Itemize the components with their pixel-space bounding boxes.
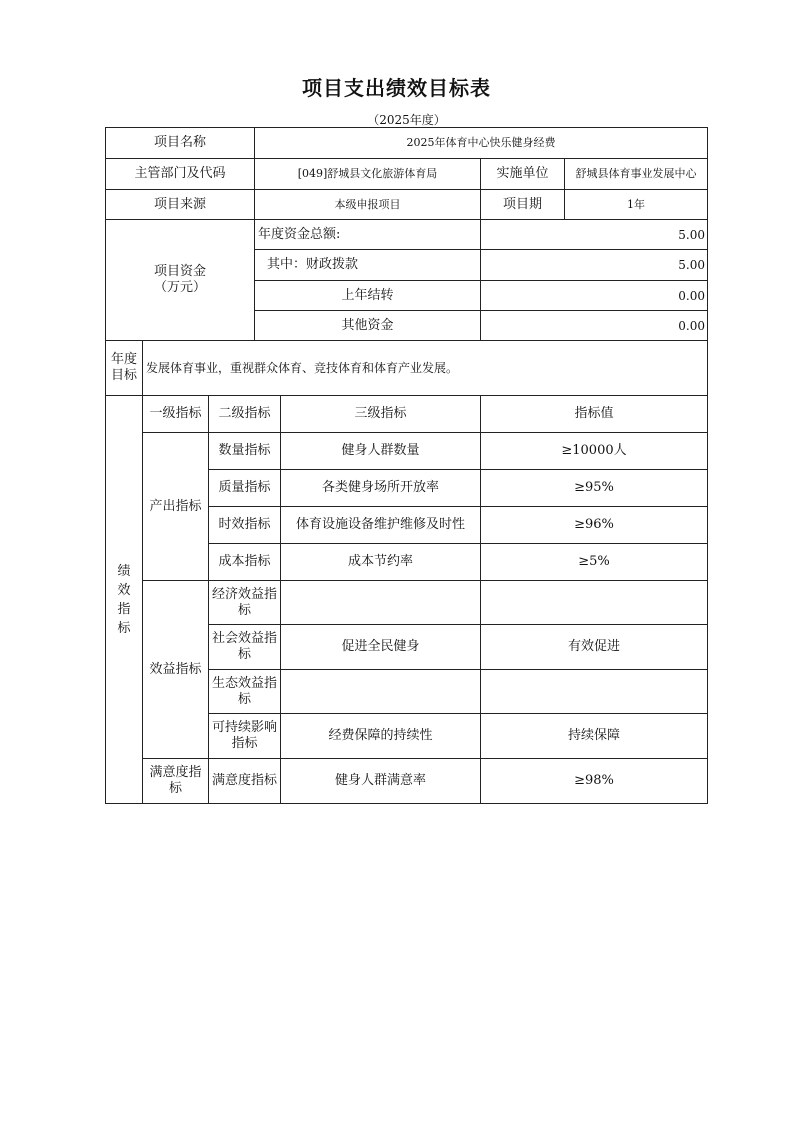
indicator-level2: 满意度指标	[209, 759, 281, 804]
funds-label-line1: 项目资金	[153, 264, 206, 279]
indicator-level2: 时效指标	[209, 507, 281, 544]
performance-label	[106, 396, 143, 804]
indicator-level2: 生态效益指标	[209, 670, 281, 714]
header-level1: 一级指标	[143, 396, 209, 433]
indicator-level3: 健身人群数量	[281, 433, 481, 470]
funds-carryover-value: 0.00	[481, 281, 708, 311]
indicator-level2: 质量指标	[209, 470, 281, 507]
funds-other-value: 0.00	[481, 311, 708, 341]
indicator-row	[106, 433, 708, 470]
page-title: 项目支出绩效目标表	[302, 76, 491, 100]
funds-fiscal-value: 5.00	[481, 250, 708, 281]
department-value: [049]舒城县文化旅游体育局	[255, 159, 481, 190]
annual-goal-label-line2: 目标	[110, 368, 137, 383]
funds-other-label: 其他资金	[255, 311, 481, 341]
indicator-value: 有效促进	[481, 625, 708, 670]
indicator-level2: 数量指标	[209, 433, 281, 470]
funds-total-label: 年度资金总额:	[255, 220, 481, 250]
project-source-value: 本级申报项目	[255, 190, 481, 220]
page-subtitle: （2025年度）	[367, 113, 446, 127]
row-project-name	[106, 128, 708, 159]
output-indicator-label: 产出指标	[143, 433, 209, 581]
header-level3: 三级指标	[281, 396, 481, 433]
row-funds-total	[106, 220, 708, 250]
row-annual-goal	[106, 341, 708, 396]
indicator-value: ≥5%	[481, 544, 708, 581]
performance-label-char: 指	[117, 601, 131, 617]
row-source	[106, 190, 708, 220]
indicator-level3: 健身人群满意率	[281, 759, 481, 804]
project-name-value: 2025年体育中心快乐健身经费	[255, 128, 708, 159]
indicator-level3: 体育设施设备维护维修及时性	[281, 507, 481, 544]
funds-label	[106, 220, 255, 341]
indicator-value: 持续保障	[481, 714, 708, 759]
header-value: 指标值	[481, 396, 708, 433]
funds-carryover-label: 上年结转	[255, 281, 481, 311]
indicator-value	[481, 581, 708, 625]
project-name-label: 项目名称	[106, 128, 255, 159]
indicator-value: ≥96%	[481, 507, 708, 544]
performance-table	[105, 127, 708, 804]
indicator-level2: 可持续影响指标	[209, 714, 281, 759]
indicator-level3: 成本节约率	[281, 544, 481, 581]
indicator-level2: 经济效益指标	[209, 581, 281, 625]
implementing-unit-value: 舒城县体育事业发展中心	[565, 159, 708, 190]
implementing-unit-label: 实施单位	[481, 159, 565, 190]
indicator-level3: 促进全民健身	[281, 625, 481, 670]
indicator-level3: 经费保障的持续性	[281, 714, 481, 759]
benefit-indicator-label: 效益指标	[143, 581, 209, 759]
funds-total-value: 5.00	[481, 220, 708, 250]
performance-label-char: 标	[117, 620, 131, 636]
annual-goal-label	[106, 341, 143, 396]
indicator-level2: 成本指标	[209, 544, 281, 581]
annual-goal-label-line1: 年度	[110, 352, 137, 367]
row-indicator-header	[106, 396, 708, 433]
indicator-level3	[281, 670, 481, 714]
indicator-level3	[281, 581, 481, 625]
funds-fiscal-label: 其中：财政拨款	[255, 250, 481, 281]
performance-label-char: 效	[117, 582, 131, 598]
project-period-value: 1年	[565, 190, 708, 220]
performance-label-char: 绩	[117, 563, 131, 579]
header-level2: 二级指标	[209, 396, 281, 433]
row-department	[106, 159, 708, 190]
funds-label-line2: （万元）	[153, 280, 206, 295]
project-period-label: 项目期	[481, 190, 565, 220]
indicator-row	[106, 581, 708, 625]
indicator-row	[106, 759, 708, 804]
indicator-value: ≥10000人	[481, 433, 708, 470]
department-label: 主管部门及代码	[106, 159, 255, 190]
indicator-value: ≥95%	[481, 470, 708, 507]
indicator-level2: 社会效益指标	[209, 625, 281, 670]
indicator-value	[481, 670, 708, 714]
satisfaction-indicator-label: 满意度指标	[143, 759, 209, 804]
indicator-value: ≥98%	[481, 759, 708, 804]
project-source-label: 项目来源	[106, 190, 255, 220]
annual-goal-text: 发展体育事业，重视群众体育、竞技体育和体育产业发展。	[143, 341, 708, 396]
indicator-level3: 各类健身场所开放率	[281, 470, 481, 507]
